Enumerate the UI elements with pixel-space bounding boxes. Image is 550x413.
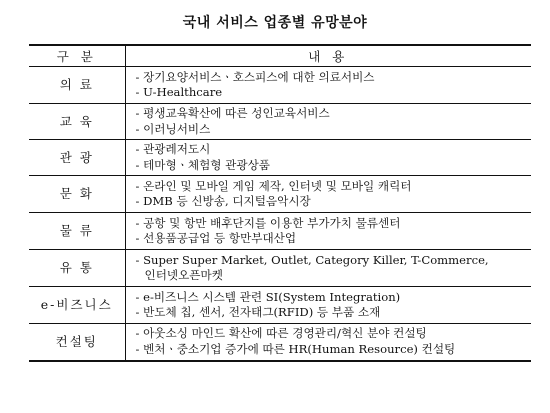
content-item: - 장기요양서비스ㆍ호스피스에 대한 의료서비스 bbox=[135, 69, 375, 84]
content-item: - 평생교육확산에 따른 성인교육서비스 bbox=[135, 106, 330, 120]
content-cell bbox=[125, 67, 531, 104]
content-item: - DMB 등 신방송, 디지털음악시장 bbox=[135, 194, 311, 208]
table-row bbox=[29, 324, 531, 361]
table-row bbox=[29, 104, 531, 140]
sector-table bbox=[29, 44, 531, 362]
content-cell bbox=[125, 104, 531, 140]
category-cell: e-비즈니스 bbox=[29, 287, 125, 324]
category-cell: 의 료 bbox=[29, 67, 125, 104]
content-item: - 이러닝서비스 bbox=[135, 121, 211, 136]
category-cell: 관 광 bbox=[29, 140, 125, 176]
category-cell: 교 육 bbox=[29, 104, 125, 140]
column-header-content: 내 용 bbox=[125, 45, 531, 67]
category-cell: 컨설팅 bbox=[29, 324, 125, 361]
table-header-row bbox=[29, 45, 531, 67]
table-row bbox=[29, 287, 531, 324]
column-header-category: 구 분 bbox=[29, 45, 125, 67]
table-row bbox=[29, 250, 531, 287]
content-cell bbox=[125, 250, 531, 287]
table-row bbox=[29, 140, 531, 176]
category-cell: 물 류 bbox=[29, 213, 125, 250]
table-row bbox=[29, 213, 531, 250]
content-item: - 관광레저도시 bbox=[135, 142, 211, 156]
table-row bbox=[29, 67, 531, 104]
content-item: - 벤처ㆍ중소기업 증가에 따른 HR(Human Resource) 컨설팅 bbox=[135, 341, 456, 356]
content-item: - 선용품공급업 등 항만부대산업 bbox=[135, 231, 297, 245]
content-item: - 아웃소싱 마인드 확산에 따른 경영관리/혁신 분야 컨설팅 bbox=[135, 326, 427, 341]
content-item: - 반도체 칩, 센서, 전자태그(RFID) 등 부품 소재 bbox=[135, 305, 381, 319]
content-item: - 온라인 및 모바일 게임 제작, 인터넷 및 모바일 캐릭터 bbox=[135, 178, 412, 193]
content-item: - Super Super Market, Outlet, Category Killer, T-Commerce, bbox=[135, 252, 489, 267]
content-item: - 테마형ㆍ체험형 관광상품 bbox=[135, 157, 270, 172]
content-cell bbox=[125, 176, 531, 213]
content-cell bbox=[125, 213, 531, 250]
category-cell: 유 통 bbox=[29, 250, 125, 287]
content-cell bbox=[125, 287, 531, 324]
content-continuation: 인터넷오픈마켓 bbox=[144, 268, 223, 282]
content-cell bbox=[125, 324, 531, 361]
content-item: - 공항 및 항만 배후단지를 이용한 부가가치 물류센터 bbox=[135, 215, 401, 230]
content-item: - e-비즈니스 시스템 관련 SI(System Integration) bbox=[135, 289, 401, 304]
category-cell: 문 화 bbox=[29, 176, 125, 213]
table-title: 국내 서비스 업종별 유망분야 bbox=[182, 15, 368, 31]
content-cell bbox=[125, 140, 531, 176]
content-item: - U-Healthcare bbox=[135, 85, 223, 99]
table-row bbox=[29, 176, 531, 213]
